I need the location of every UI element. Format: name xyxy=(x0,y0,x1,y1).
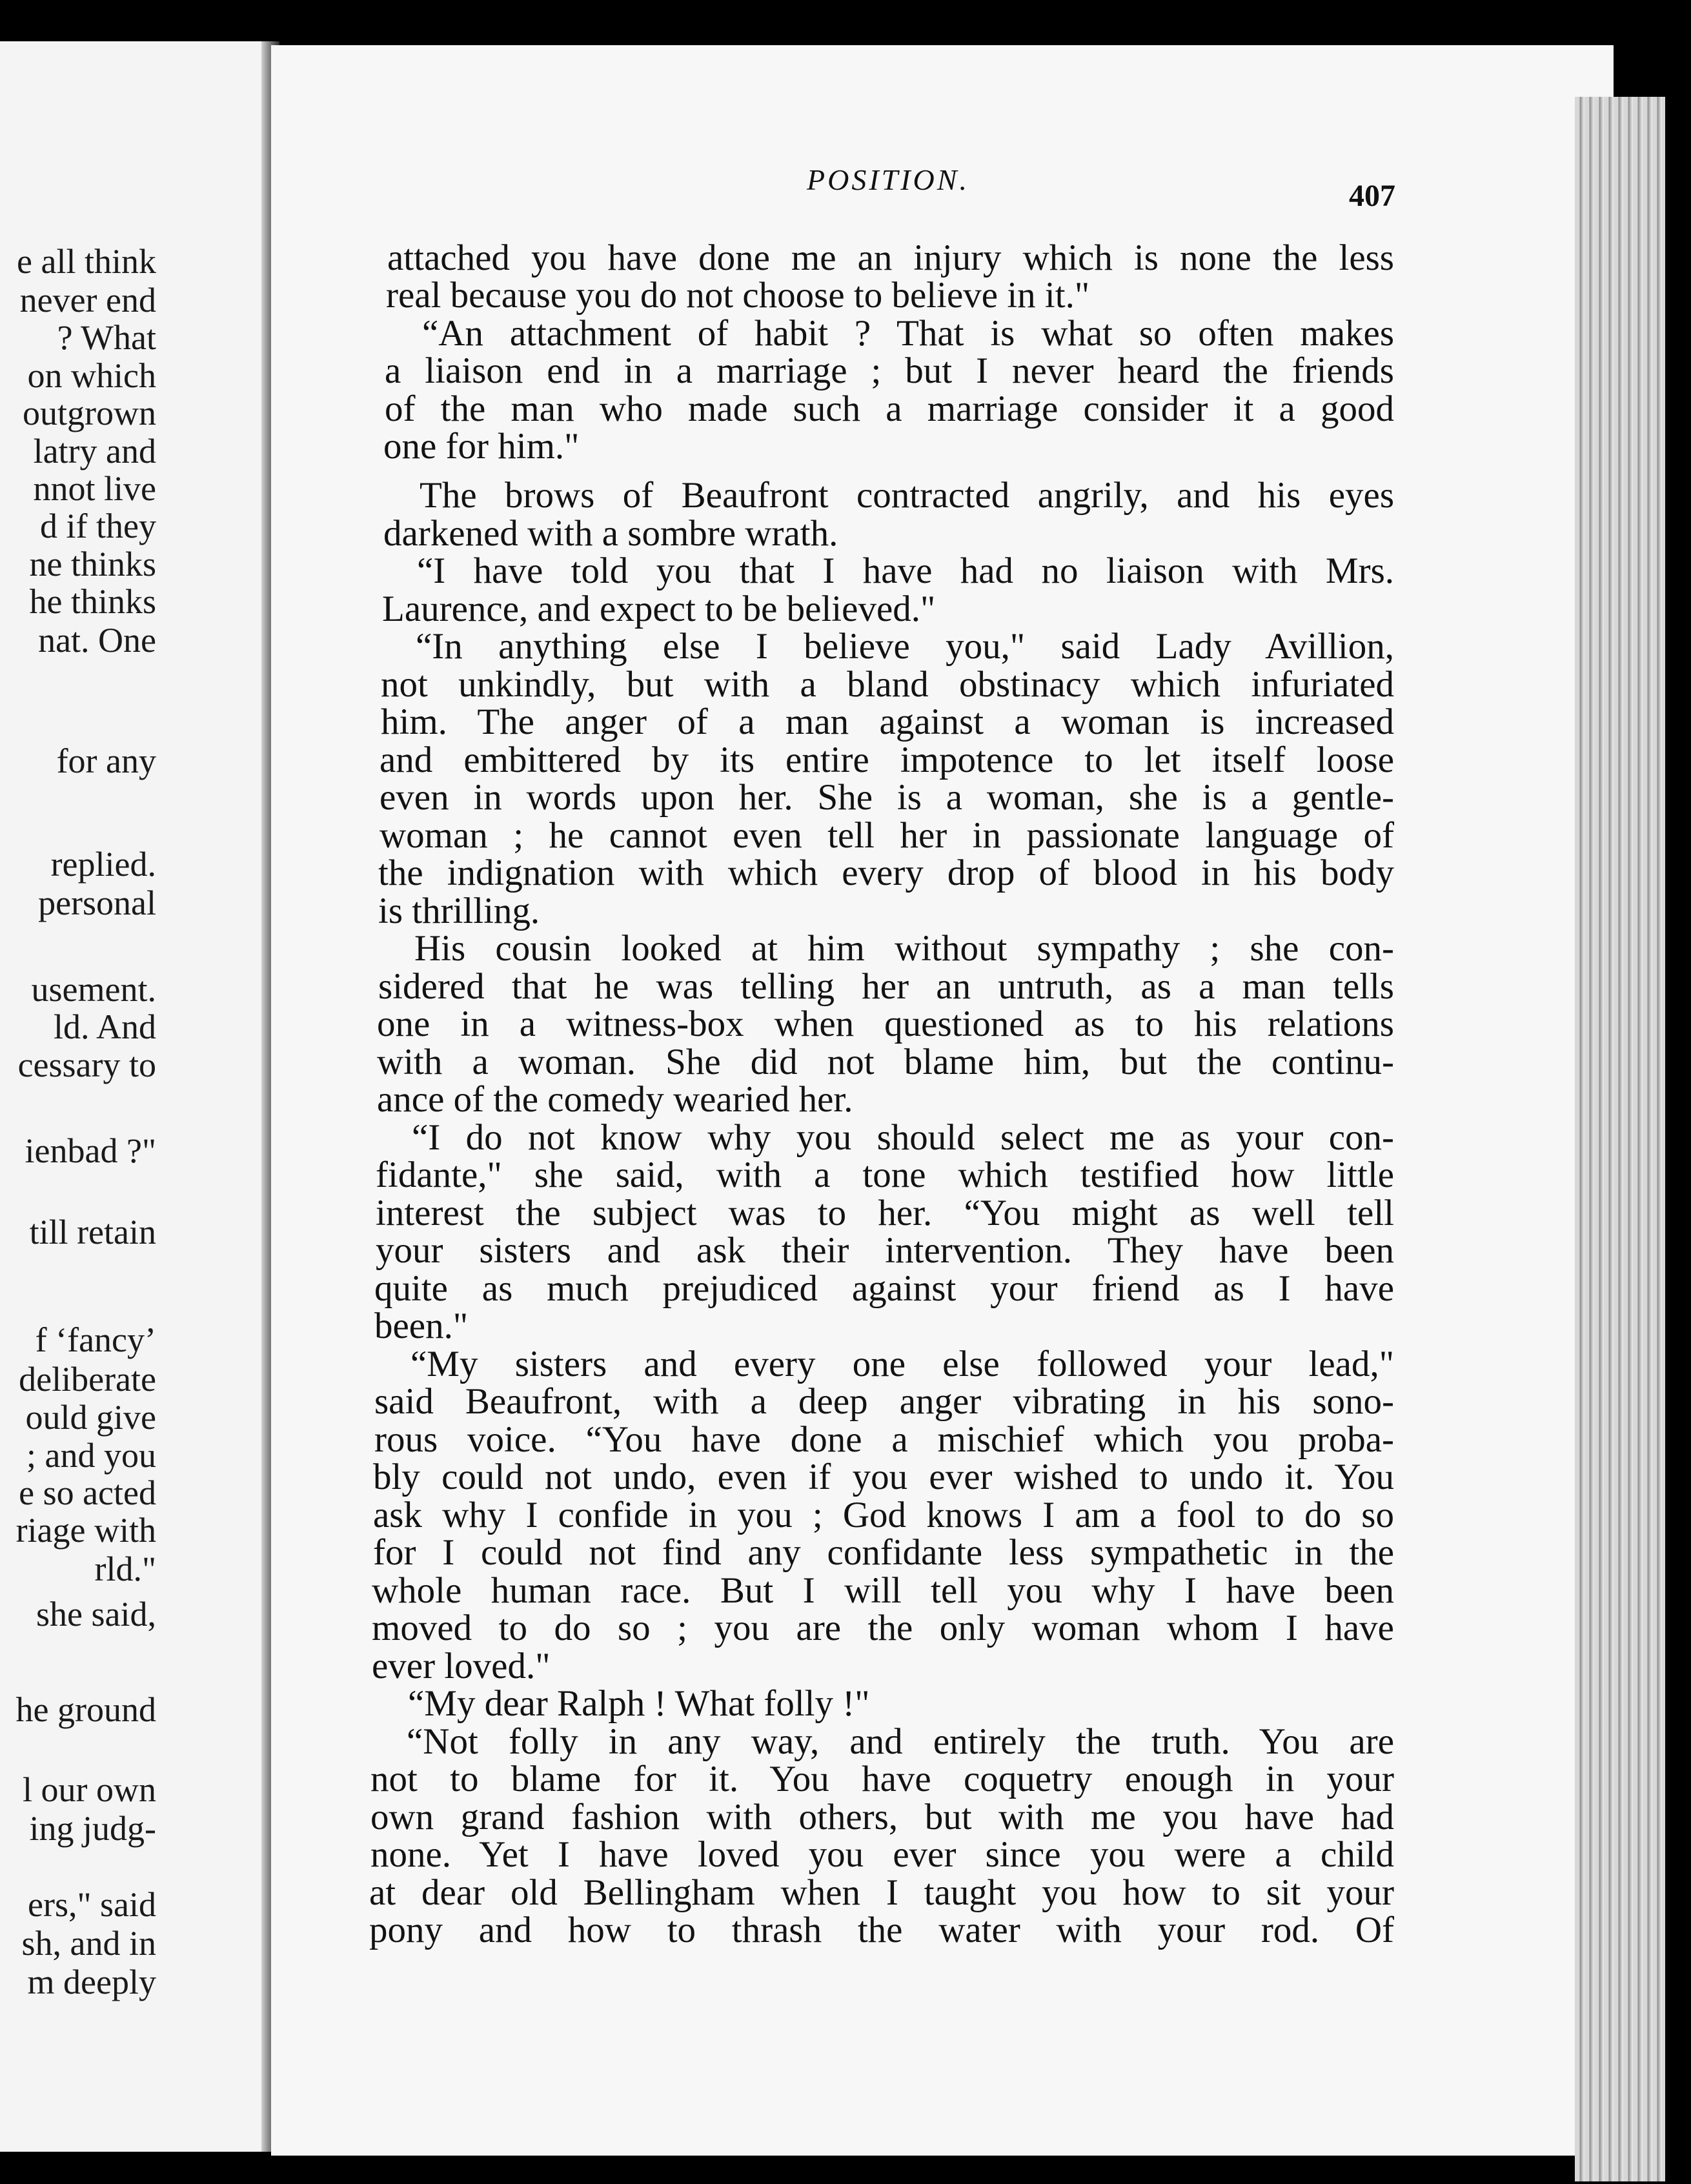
body-line: own grand fashion with others, but with me you have had xyxy=(370,1797,1394,1837)
body-line: none. Yet I have loved you ever since you were a child xyxy=(370,1834,1394,1875)
left-page-line: e all think xyxy=(17,242,156,281)
body-line: “I do not know why you should select me as your con- xyxy=(412,1117,1394,1158)
body-text xyxy=(369,238,1394,2046)
body-line: ask why I confide in you ; God knows I am a fool to do so xyxy=(373,1495,1394,1535)
left-page-line: outgrown xyxy=(23,394,156,432)
body-line: said Beaufront, with a deep anger vibrating in his sono- xyxy=(374,1381,1394,1422)
running-title: POSITION. xyxy=(807,163,969,196)
body-line: The brows of Beaufront contracted angrily, and his eyes xyxy=(420,475,1394,516)
left-page-line: she said, xyxy=(36,1595,156,1633)
body-line: woman ; he cannot even tell her in passionate language of xyxy=(380,815,1394,856)
left-page-line: he thinks xyxy=(29,582,156,621)
body-line: moved to do so ; you are the only woman whom I have xyxy=(372,1608,1394,1648)
body-line: “I have told you that I have had no liaison with Mrs. xyxy=(417,551,1394,591)
left-page-line: till retain xyxy=(29,1213,156,1251)
left-page-line: ould give xyxy=(25,1398,156,1437)
body-line: him. The anger of a man against a woman is increased xyxy=(381,702,1394,742)
page-number: 407 xyxy=(1349,179,1395,213)
body-line: even in words upon her. She is a woman, she is a gentle- xyxy=(380,777,1394,818)
body-line: for I could not find any confidante less sympathetic in the xyxy=(373,1532,1394,1573)
body-line: bly could not undo, even if you ever wished to undo it. You xyxy=(373,1457,1394,1497)
body-line: real because you do not choose to believe in it." xyxy=(386,275,1090,316)
left-page-line: nnot live xyxy=(33,469,156,508)
body-line: and embittered by its entire impotence to let itself loose xyxy=(380,740,1394,780)
body-line: with a woman. She did not blame him, but the continu- xyxy=(377,1042,1394,1082)
left-page-line: f ‘fancy’ xyxy=(35,1320,156,1359)
body-line: one for him." xyxy=(383,426,580,467)
left-page-line: e so acted xyxy=(19,1473,156,1512)
body-line: pony and how to thrash the water with your rod. Of xyxy=(369,1910,1394,1950)
left-page-line: ienbad ?" xyxy=(25,1131,156,1170)
left-page-line: deliberate xyxy=(19,1360,156,1399)
left-page-line: never end xyxy=(19,281,156,319)
left-page-line: cessary to xyxy=(17,1046,156,1084)
left-page-line: ? What xyxy=(57,318,156,357)
body-line: darkened with a sombre wrath. xyxy=(383,513,838,554)
body-line: ever loved." xyxy=(372,1646,551,1686)
body-line: sidered that he was telling her an untruth, as a man tells xyxy=(378,966,1394,1007)
body-line: ance of the comedy wearied her. xyxy=(377,1079,853,1120)
left-page-line: d if they xyxy=(40,507,156,545)
left-page-line: riage with xyxy=(15,1511,156,1550)
body-line: at dear old Bellingham when I taught you how to sit your xyxy=(369,1872,1394,1913)
page-edges xyxy=(1575,97,1665,2181)
body-line: Laurence, and expect to be believed." xyxy=(382,589,936,629)
body-line: rous voice. “You have done a mischief which you proba- xyxy=(374,1419,1394,1460)
body-line: whole human race. But I will tell you why I have been xyxy=(372,1570,1394,1611)
left-page-line: nat. One xyxy=(38,621,156,660)
body-line: been." xyxy=(374,1306,469,1346)
body-line: one in a witness-box when questioned as to his relations xyxy=(377,1004,1394,1044)
body-line: His cousin looked at him without sympathy ; she con- xyxy=(414,928,1394,969)
body-line: not unkindly, but with a bland obstinacy which infuriated xyxy=(381,664,1394,705)
body-line: interest the subject was to her. “You might as well tell xyxy=(376,1193,1394,1233)
left-page-line: for any xyxy=(56,742,156,780)
body-line: “My sisters and every one else followed your lead," xyxy=(410,1344,1394,1384)
left-page xyxy=(0,41,266,2152)
left-page-line: ne thinks xyxy=(29,545,156,583)
left-page-line: latry and xyxy=(33,432,156,470)
left-page-line: on which xyxy=(27,356,156,395)
body-line: fidante," she said, with a tone which testified how little xyxy=(376,1155,1394,1195)
left-page-line: ; and you xyxy=(26,1436,156,1475)
body-line: of the man who made such a marriage consider it a good xyxy=(385,389,1394,429)
left-page-line: rld." xyxy=(94,1550,156,1588)
left-page-line: sh, and in xyxy=(21,1924,156,1963)
left-page-line: replied. xyxy=(50,845,156,884)
body-line: your sisters and ask their intervention. They have been xyxy=(376,1230,1394,1271)
right-page xyxy=(271,45,1614,2156)
body-line: attached you have done me an injury which is none the less xyxy=(387,238,1394,278)
body-line: “My dear Ralph ! What folly !" xyxy=(408,1683,870,1724)
left-page-line: personal xyxy=(38,884,156,922)
left-page-line: usement. xyxy=(31,970,156,1009)
body-line: “An attachment of habit ? That is what so often makes xyxy=(422,313,1394,354)
left-page-line: he ground xyxy=(15,1690,156,1729)
left-page-line: ers," said xyxy=(28,1885,156,1924)
left-page-line: ing judg- xyxy=(29,1809,156,1848)
body-line: “Not folly in any way, and entirely the truth. You are xyxy=(407,1721,1394,1762)
body-line: “In anything else I believe you," said Lady Avillion, xyxy=(416,626,1394,667)
body-line: is thrilling. xyxy=(378,891,540,931)
left-page-line: m deeply xyxy=(27,1963,156,2001)
body-line: not to blame for it. You have coquetry enough in your xyxy=(370,1759,1394,1799)
body-line: a liaison end in a marriage ; but I never heard the friends xyxy=(385,350,1394,391)
left-page-line: ld. And xyxy=(53,1007,156,1046)
body-line: quite as much prejudiced against your friend as I have xyxy=(374,1268,1394,1309)
left-page-line: l our own xyxy=(23,1770,156,1809)
body-line: the indignation with which every drop of blood in his body xyxy=(378,853,1394,893)
